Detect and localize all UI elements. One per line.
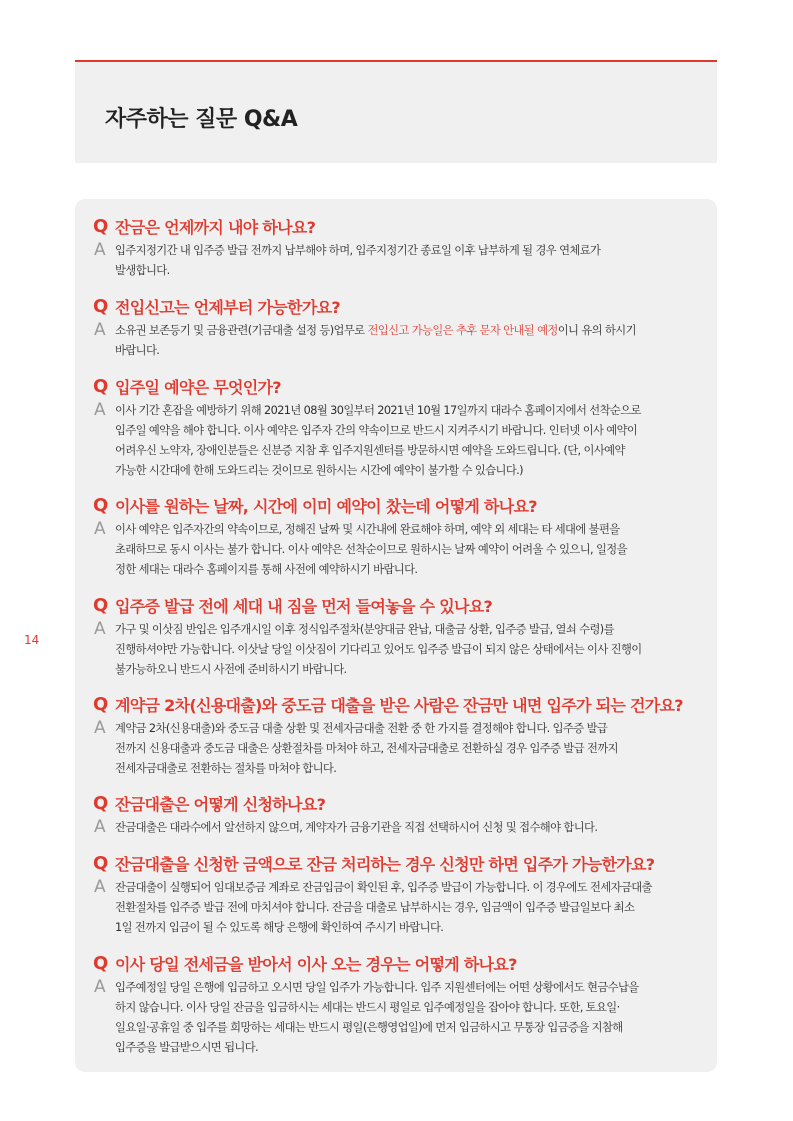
answer — [93, 520, 705, 580]
question-text: 입주일 예약은 무엇인가? — [115, 378, 281, 397]
question — [93, 595, 705, 619]
question-text: 계약금 2차(신용대출)와 중도금 대출을 받은 사람은 잔금만 내면 입주가 되는 건가요? — [115, 696, 683, 715]
answer-line: 1일 전까지 입금이 될 수 있도록 해당 은행에 확인하여 주시기 바랍니다. — [115, 921, 444, 934]
answer — [93, 401, 705, 481]
a-mark: A — [94, 977, 106, 997]
answer-line: 입주지정기간 내 입주증 발급 전까지 납부해야 하며, 입주지정기간 종료일 이후 납부하게 될 경우 연체료가 — [115, 244, 601, 257]
answer-line: 계약금 2차(신용대출)와 중도금 대출 상환 및 전세자금대출 전환 중 한 가지를 결정해야 합니다. 입주증 발급 — [115, 722, 608, 735]
question-text: 잔금대출은 어떻게 신청하나요? — [115, 795, 326, 814]
q-mark: Q — [93, 495, 109, 516]
a-mark: A — [94, 240, 106, 260]
q-mark: Q — [93, 296, 109, 317]
question-text: 입주증 발급 전에 세대 내 짐을 먼저 들여놓을 수 있나요? — [115, 597, 493, 616]
answer — [93, 719, 705, 779]
answer-line: 일요일·공휴일 중 입주를 희망하는 세대는 반드시 평일(은행영업일)에 먼저 입금하시고 무통장 입금증을 지참해 — [115, 1021, 623, 1034]
question — [93, 853, 705, 877]
page-number: 14 — [24, 633, 40, 647]
q-mark: Q — [93, 216, 109, 237]
a-mark: A — [94, 519, 106, 539]
answer — [93, 878, 705, 938]
answer-line: 입주증을 발급받으시면 됩니다. — [115, 1041, 259, 1054]
answer-line: 어려우신 노약자, 장애인분들은 신분증 지참 후 입주지원센터를 방문하시면 예약을 도와드립니다. (단, 이사예약 — [115, 444, 625, 457]
answer-line: 잔금대출이 실행되어 임대보증금 계좌로 잔금입금이 확인된 후, 입주증 발급이 가능합니다. 이 경우에도 전세자금대출 — [115, 881, 652, 894]
qa-item — [93, 694, 705, 779]
qa-item — [93, 853, 705, 938]
question — [93, 793, 705, 817]
answer-line: 정한 세대는 대라수 홈페이지를 통해 사전에 예약하시기 바랍니다. — [115, 563, 418, 576]
question — [93, 495, 705, 519]
question — [93, 296, 705, 320]
answer-line: 전까지 신용대출과 중도금 대출은 상환절차를 마쳐야 하고, 전세자금대출로 전환하실 경우 입주증 발급 전까지 — [115, 742, 618, 755]
answer — [93, 241, 705, 281]
answer-line: 불가능하오니 반드시 사전에 준비하시기 바랍니다. — [115, 663, 347, 676]
question — [93, 694, 705, 718]
a-mark: A — [94, 619, 106, 639]
answer-line: 이사 기간 혼잡을 예방하기 위해 2021년 08월 30일부터 2021년 10월 17일까지 대라수 홈페이지에서 선착순으로 — [115, 404, 641, 417]
qa-item — [93, 793, 705, 838]
answer-line: 바랍니다. — [115, 344, 160, 357]
q-mark: Q — [93, 376, 109, 397]
question-text: 잔금대출을 신청한 금액으로 잔금 처리하는 경우 신청만 하면 입주가 가능한가요? — [115, 855, 655, 874]
answer-line: 입주일 예약을 해야 합니다. 이사 예약은 입주자 간의 약속이므로 반드시 지켜주시기 바랍니다. 인터넷 이사 예약이 — [115, 424, 638, 437]
a-mark: A — [94, 320, 106, 340]
answer-text: 소유권 보존등기 및 금융관련(기금대출 설정 등)업무로 — [115, 324, 368, 337]
q-mark: Q — [93, 853, 109, 874]
question — [93, 953, 705, 977]
answer-line: 진행하셔야만 가능합니다. 이삿날 당일 이삿짐이 기다리고 있어도 입주증 발급이 되지 않은 상태에서는 이사 진행이 — [115, 643, 642, 656]
answer-line: 가구 및 이삿짐 반입은 입주개시일 이후 정식입주절차(분양대금 완납, 대출금 상환, 입주증 발급, 열쇠 수령)를 — [115, 623, 614, 636]
answer-line: 전세자금대출로 전환하는 절차를 마쳐야 합니다. — [115, 762, 337, 775]
qa-item — [93, 376, 705, 481]
answer-text: 이니 유의 하시기 — [557, 324, 636, 337]
a-mark: A — [94, 718, 106, 738]
highlight-text: 전입신고 가능일은 추후 문자 안내될 예정 — [367, 324, 558, 337]
answer-line — [115, 321, 705, 341]
answer-line: 가능한 시간대에 한해 도와드리는 것이므로 원하시는 시간에 예약이 불가할 수 있습니다.) — [115, 464, 523, 477]
answer-line: 이사 예약은 입주자간의 약속이므로, 정해진 날짜 및 시간내에 완료해야 하며, 예약 외 세대는 타 세대에 불편을 — [115, 523, 620, 536]
question — [93, 376, 705, 400]
qa-item — [93, 216, 705, 281]
question-text: 이사 당일 전세금을 받아서 이사 오는 경우는 어떻게 하나요? — [115, 955, 517, 974]
answer — [93, 818, 705, 838]
a-mark: A — [94, 877, 106, 897]
question-text: 전입신고는 언제부터 가능한가요? — [115, 298, 340, 317]
q-mark: Q — [93, 694, 109, 715]
qa-panel — [75, 199, 717, 1072]
answer — [93, 321, 705, 361]
answer-line: 잔금대출은 대라수에서 알선하지 않으며, 계약자가 금융기관을 직접 선택하시어 신청 및 접수해야 합니다. — [115, 821, 598, 834]
question-text: 이사를 원하는 날짜, 시간에 이미 예약이 찼는데 어떻게 하나요? — [115, 497, 537, 516]
answer-line: 전환절차를 입주증 발급 전에 마치셔야 합니다. 잔금을 대출로 납부하시는 경우, 입금액이 입주증 발급일보다 최소 — [115, 901, 635, 914]
qa-item — [93, 953, 705, 1058]
answer-line: 하지 않습니다. 이사 당일 잔금을 입금하시는 세대는 반드시 평일로 입주예정일을 잡아야 합니다. 또한, 토요일· — [115, 1001, 620, 1014]
q-mark: Q — [93, 953, 109, 974]
qa-item — [93, 495, 705, 580]
page-title: 자주하는 질문 Q&A — [105, 107, 298, 132]
answer-line: 발생합니다. — [115, 264, 170, 277]
answer — [93, 620, 705, 680]
answer-line: 입주예정일 당일 은행에 입금하고 오시면 당일 입주가 가능합니다. 입주 지원센터에는 어떤 상황에서도 현금수납을 — [115, 981, 639, 994]
question-text: 잔금은 언제까지 내야 하나요? — [115, 218, 316, 237]
q-mark: Q — [93, 793, 109, 814]
answer-line: 초래하므로 동시 이사는 불가 합니다. 이사 예약은 선착순이므로 원하시는 날짜 예약이 어려울 수 있으니, 일정을 — [115, 543, 627, 556]
answer — [93, 978, 705, 1058]
qa-item — [93, 595, 705, 680]
a-mark: A — [94, 817, 106, 837]
question — [93, 216, 705, 240]
a-mark: A — [94, 400, 106, 420]
title-box — [75, 62, 717, 163]
q-mark: Q — [93, 595, 109, 616]
qa-item — [93, 296, 705, 361]
